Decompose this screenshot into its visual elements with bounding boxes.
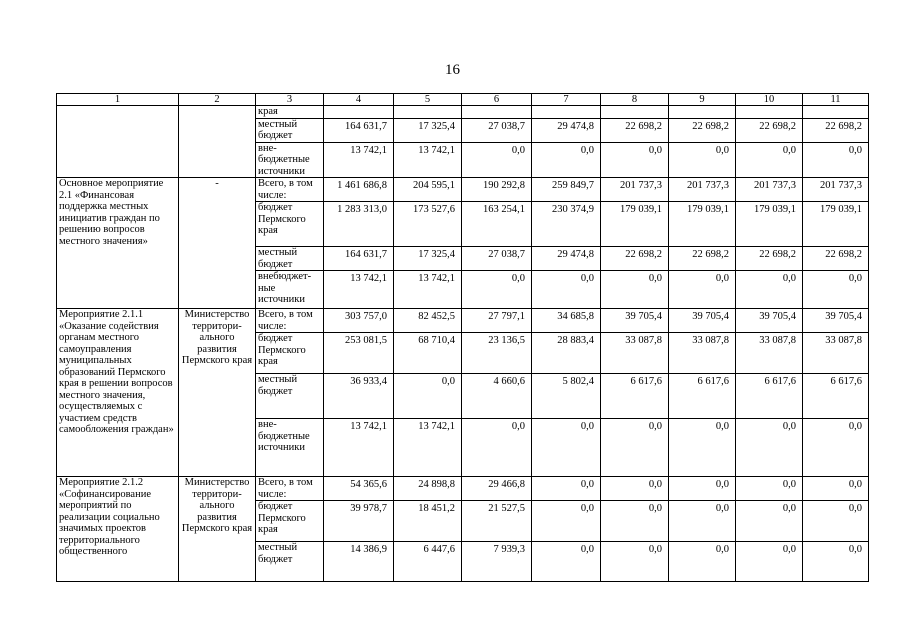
value-cell: 82 452,5 (394, 309, 462, 333)
source-label: бюджет Пермского края (256, 333, 324, 374)
value-cell: 6 617,6 (736, 374, 803, 419)
value-cell: 201 737,3 (669, 178, 736, 202)
value-cell: 0,0 (601, 419, 669, 477)
value-cell: 164 631,7 (324, 247, 394, 271)
value-cell: 22 698,2 (601, 247, 669, 271)
value-cell: 28 883,4 (532, 333, 601, 374)
column-header: 8 (601, 94, 669, 106)
value-cell: 39 705,4 (601, 309, 669, 333)
value-cell: 0,0 (462, 271, 532, 309)
value-cell (324, 106, 394, 119)
activity-name: Основное мероприятие 2.1 «Финансовая поддержка местных инициатив граждан по решению вопросов местного значения» (57, 178, 179, 309)
value-cell: 6 617,6 (669, 374, 736, 419)
continued-name-cell (57, 106, 179, 178)
value-cell: 1 283 313,0 (324, 202, 394, 247)
value-cell: 0,0 (803, 501, 869, 542)
column-header: 2 (179, 94, 256, 106)
value-cell: 29 474,8 (532, 247, 601, 271)
value-cell: 0,0 (601, 477, 669, 501)
value-cell: 0,0 (803, 419, 869, 477)
value-cell: 0,0 (669, 419, 736, 477)
column-header: 7 (532, 94, 601, 106)
value-cell (803, 106, 869, 119)
source-label: Всего, в том числе: (256, 477, 324, 501)
value-cell: 0,0 (669, 142, 736, 178)
value-cell (601, 106, 669, 119)
value-cell: 0,0 (736, 542, 803, 582)
value-cell: 33 087,8 (669, 333, 736, 374)
value-cell: 7 939,3 (462, 542, 532, 582)
budget-table (56, 93, 869, 582)
value-cell: 230 374,9 (532, 202, 601, 247)
source-label: местный бюджет (256, 247, 324, 271)
value-cell (462, 106, 532, 119)
value-cell: 13 742,1 (324, 271, 394, 309)
value-cell: 0,0 (803, 542, 869, 582)
value-cell: 163 254,1 (462, 202, 532, 247)
value-cell (394, 106, 462, 119)
source-label: вне-бюджетные источники (256, 419, 324, 477)
value-cell: 21 527,5 (462, 501, 532, 542)
value-cell: 190 292,8 (462, 178, 532, 202)
table-row (57, 477, 869, 501)
source-label: местный бюджет (256, 118, 324, 142)
value-cell: 33 087,8 (736, 333, 803, 374)
value-cell: 204 595,1 (394, 178, 462, 202)
value-cell: 0,0 (669, 542, 736, 582)
header-row (57, 94, 869, 106)
value-cell: 34 685,8 (532, 309, 601, 333)
value-cell: 259 849,7 (532, 178, 601, 202)
activity-name: Мероприятие 2.1.1 «Оказание содействия органам местного самоуправления муниципальных образований Пермского края в решении вопросов местного значения, осуществляемых с участием средств самообложения граждан» (57, 309, 179, 477)
value-cell: 36 933,4 (324, 374, 394, 419)
column-header: 10 (736, 94, 803, 106)
value-cell: 22 698,2 (669, 247, 736, 271)
table-row (57, 178, 869, 202)
value-cell: 179 039,1 (736, 202, 803, 247)
value-cell: 68 710,4 (394, 333, 462, 374)
value-cell: 0,0 (532, 542, 601, 582)
column-header: 9 (669, 94, 736, 106)
source-label: бюджет Пермского края (256, 501, 324, 542)
value-cell: 54 365,6 (324, 477, 394, 501)
value-cell (532, 106, 601, 119)
value-cell: 303 757,0 (324, 309, 394, 333)
source-label: местный бюджет (256, 542, 324, 582)
source-label: бюджет Пермского края (256, 202, 324, 247)
value-cell: 0,0 (394, 374, 462, 419)
value-cell: 13 742,1 (394, 271, 462, 309)
value-cell: 5 802,4 (532, 374, 601, 419)
value-cell: 201 737,3 (803, 178, 869, 202)
value-cell: 13 742,1 (324, 419, 394, 477)
value-cell: 201 737,3 (736, 178, 803, 202)
value-cell: 179 039,1 (669, 202, 736, 247)
value-cell: 22 698,2 (669, 118, 736, 142)
value-cell: 0,0 (462, 419, 532, 477)
value-cell: 17 325,4 (394, 247, 462, 271)
value-cell: 173 527,6 (394, 202, 462, 247)
value-cell: 1 461 686,8 (324, 178, 394, 202)
source-label: вне-бюджетные источники (256, 142, 324, 178)
table-row (57, 309, 869, 333)
value-cell: 14 386,9 (324, 542, 394, 582)
value-cell: 39 978,7 (324, 501, 394, 542)
value-cell: 0,0 (669, 271, 736, 309)
value-cell: 22 698,2 (736, 247, 803, 271)
value-cell: 0,0 (669, 477, 736, 501)
value-cell: 0,0 (532, 501, 601, 542)
page-number: 16 (445, 62, 460, 78)
value-cell: 17 325,4 (394, 118, 462, 142)
source-label: края (256, 106, 324, 119)
value-cell: 22 698,2 (803, 118, 869, 142)
value-cell: 27 038,7 (462, 247, 532, 271)
value-cell: 6 617,6 (601, 374, 669, 419)
value-cell: 29 474,8 (532, 118, 601, 142)
table-row (57, 106, 869, 119)
value-cell: 0,0 (601, 542, 669, 582)
value-cell: 39 705,4 (803, 309, 869, 333)
value-cell: 0,0 (803, 477, 869, 501)
value-cell: 39 705,4 (736, 309, 803, 333)
value-cell: 27 038,7 (462, 118, 532, 142)
value-cell: 4 660,6 (462, 374, 532, 419)
value-cell: 0,0 (736, 501, 803, 542)
value-cell: 253 081,5 (324, 333, 394, 374)
source-label: внебюджет-ные источники (256, 271, 324, 309)
value-cell: 0,0 (803, 142, 869, 178)
value-cell: 23 136,5 (462, 333, 532, 374)
source-label: Всего, в том числе: (256, 309, 324, 333)
value-cell: 0,0 (669, 501, 736, 542)
value-cell (669, 106, 736, 119)
value-cell: 0,0 (736, 419, 803, 477)
executor: Министерство территори-ального развития Пермского края (179, 309, 256, 477)
value-cell: 27 797,1 (462, 309, 532, 333)
value-cell: 6 617,6 (803, 374, 869, 419)
value-cell: 22 698,2 (736, 118, 803, 142)
value-cell: 0,0 (601, 271, 669, 309)
source-label: Всего, в том числе: (256, 178, 324, 202)
value-cell: 0,0 (736, 477, 803, 501)
value-cell: 0,0 (532, 271, 601, 309)
executor: - (179, 178, 256, 309)
value-cell: 0,0 (736, 271, 803, 309)
activity-name: Мероприятие 2.1.2 «Софинансирование мероприятий по реализации социально значимых проектов территориального общественного (57, 477, 179, 582)
value-cell: 164 631,7 (324, 118, 394, 142)
value-cell: 0,0 (601, 142, 669, 178)
value-cell: 13 742,1 (324, 142, 394, 178)
executor: Министерство территори-ального развития Пермского края (179, 477, 256, 582)
source-label: местный бюджет (256, 374, 324, 419)
column-header: 1 (57, 94, 179, 106)
value-cell: 22 698,2 (803, 247, 869, 271)
value-cell: 39 705,4 (669, 309, 736, 333)
value-cell: 6 447,6 (394, 542, 462, 582)
column-header: 5 (394, 94, 462, 106)
value-cell: 33 087,8 (803, 333, 869, 374)
continued-executor-cell (179, 106, 256, 178)
value-cell: 0,0 (532, 142, 601, 178)
value-cell: 179 039,1 (601, 202, 669, 247)
value-cell: 201 737,3 (601, 178, 669, 202)
value-cell: 0,0 (532, 419, 601, 477)
value-cell: 13 742,1 (394, 419, 462, 477)
column-header: 4 (324, 94, 394, 106)
value-cell: 22 698,2 (601, 118, 669, 142)
value-cell: 0,0 (803, 271, 869, 309)
value-cell: 0,0 (532, 477, 601, 501)
value-cell: 0,0 (601, 501, 669, 542)
value-cell: 18 451,2 (394, 501, 462, 542)
value-cell: 0,0 (462, 142, 532, 178)
value-cell: 24 898,8 (394, 477, 462, 501)
value-cell: 33 087,8 (601, 333, 669, 374)
column-header: 3 (256, 94, 324, 106)
value-cell: 0,0 (736, 142, 803, 178)
column-header: 6 (462, 94, 532, 106)
value-cell (736, 106, 803, 119)
value-cell: 29 466,8 (462, 477, 532, 501)
column-header: 11 (803, 94, 869, 106)
value-cell: 13 742,1 (394, 142, 462, 178)
value-cell: 179 039,1 (803, 202, 869, 247)
